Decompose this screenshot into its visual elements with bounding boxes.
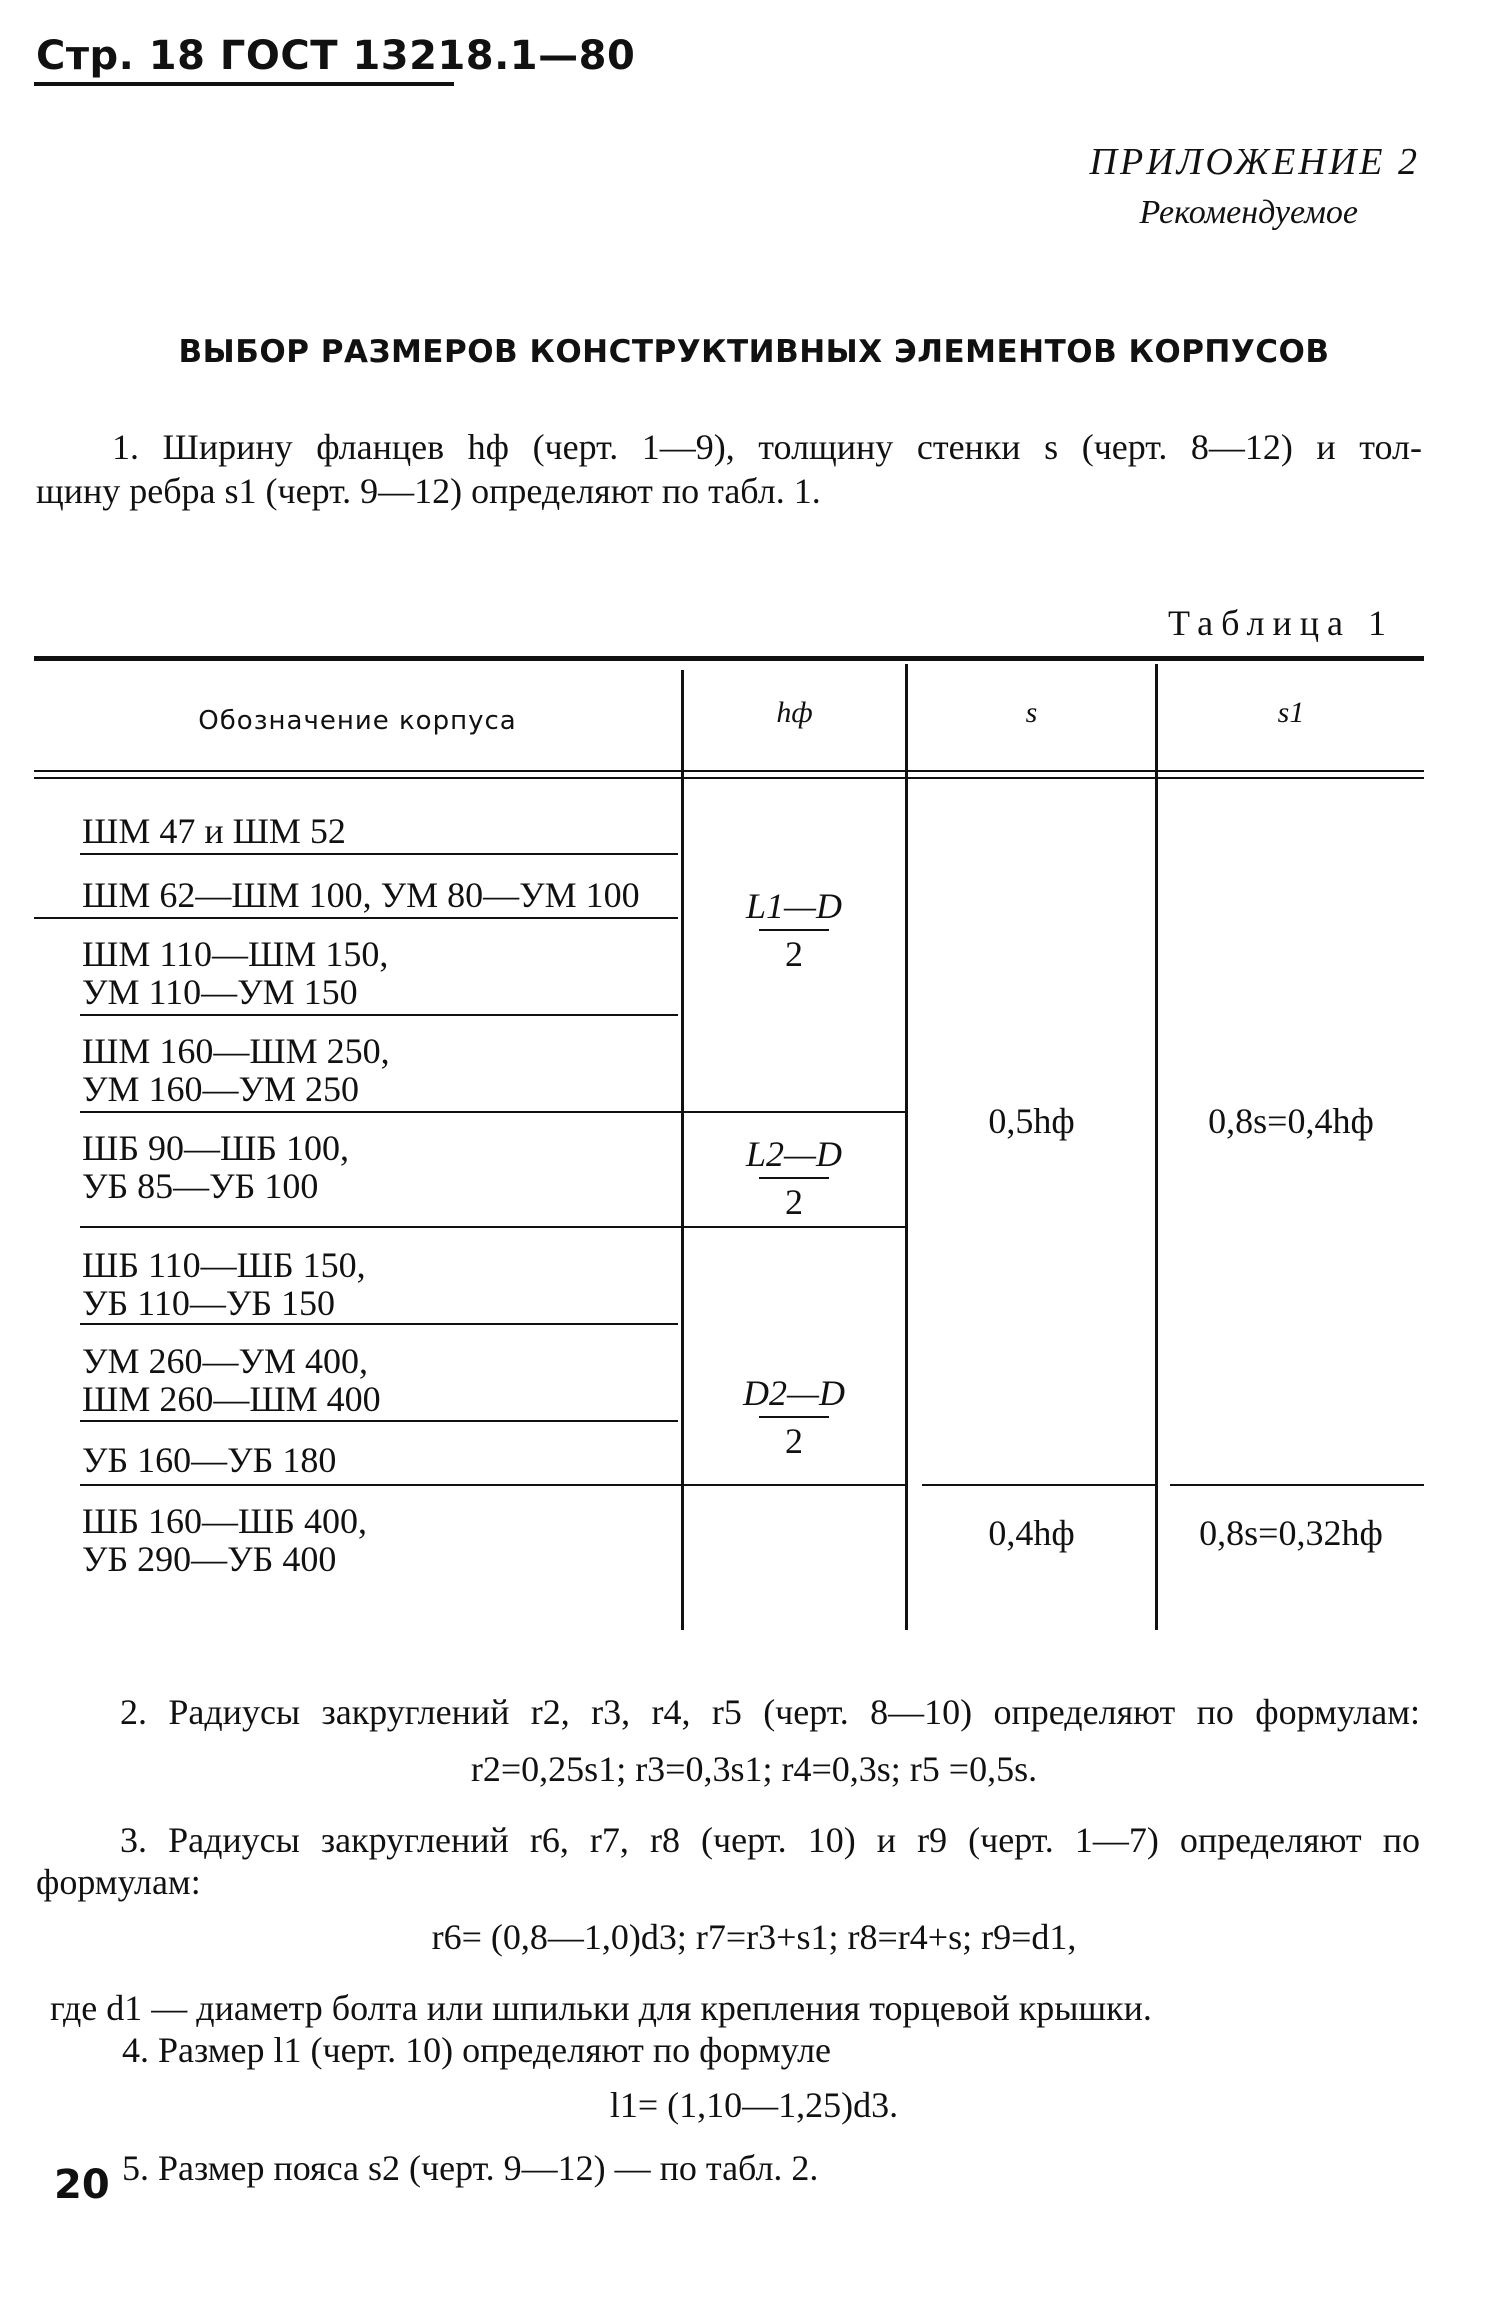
table-top-rule [34, 656, 1424, 661]
s1-value-last: 0,8s=0,32hф [1199, 1513, 1383, 1553]
table-row: ШБ 160—ШБ 400, УБ 290—УБ 400 [82, 1501, 367, 1579]
table-row: УМ 260—УМ 400, ШМ 260—ШМ 400 [82, 1341, 381, 1419]
hf-formula-l2: L2—D 2 [745, 1134, 843, 1222]
table-row: ШМ 160—ШМ 250, УМ 160—УМ 250 [82, 1031, 390, 1109]
paragraph-1-line-1: 1. Ширину фланцев hф (черт. 1—9), толщину стенки s (черт. 8—12) и тол- [112, 427, 1422, 467]
col-separator-3 [1155, 664, 1158, 1630]
header-hf: hф [776, 696, 813, 729]
paragraph-3-where: где d1 — диаметр болта или шпильки для крепления торцевой крышки. [50, 1988, 1152, 2028]
paragraph-5: 5. Размер пояса s2 (черт. 9—12) — по табл. 2. [122, 2148, 819, 2188]
appendix-title: ПРИЛОЖЕНИЕ 2 [1089, 141, 1420, 183]
paragraph-1-line-2: щину ребра s1 (черт. 9—12) определяют по табл. 1. [36, 471, 821, 511]
header-s: s [1025, 696, 1038, 729]
s-value-last: 0,4hф [988, 1513, 1075, 1553]
s-col-rule [922, 1484, 1155, 1486]
s1-value-main: 0,8s=0,4hф [1208, 1101, 1374, 1141]
row-rule [34, 917, 678, 919]
row-rule [80, 1484, 906, 1486]
s1-col-rule [1170, 1484, 1424, 1486]
table-row: ШМ 47 и ШМ 52 [82, 811, 346, 851]
table-caption: Таблица 1 [1168, 603, 1394, 643]
table-row: ШМ 110—ШМ 150, УМ 110—УМ 150 [82, 934, 389, 1012]
table-row: ШМ 62—ШМ 100, УМ 80—УМ 100 [82, 875, 640, 915]
header-designation: Обозначение корпуса [198, 706, 517, 736]
page-header: Стр. 18 ГОСТ 13218.1—80 [36, 33, 636, 79]
header-rule-1 [34, 770, 1424, 772]
formula-radii-r6-r9: r6= (0,8—1,0)d3; r7=r3+s1; r8=r4+s; r9=d1, [431, 1917, 1077, 1957]
formula-radii-r2-r5: r2=0,25s1; r3=0,3s1; r4=0,3s; r5 =0,5s. [470, 1749, 1038, 1789]
row-rule [80, 1111, 906, 1113]
paragraph-3-line-1: 3. Радиусы закруглений r6, r7, r8 (черт. 10) и r9 (черт. 1—7) определяют по [120, 1820, 1420, 1860]
col-separator-1 [681, 670, 684, 1630]
page-number: 20 [54, 2162, 110, 2208]
table-row: ШБ 90—ШБ 100, УБ 85—УБ 100 [82, 1128, 349, 1206]
header-rule [34, 82, 454, 86]
header-rule-2 [34, 777, 1424, 779]
row-rule [80, 1323, 678, 1325]
header-s1: s1 [1277, 696, 1305, 729]
row-rule [80, 853, 678, 855]
hf-formula-l1: L1—D 2 [745, 886, 843, 974]
row-rule [80, 1420, 678, 1422]
hf-formula-d2: D2—D 2 [742, 1373, 845, 1461]
row-rule [80, 1014, 678, 1016]
section-title: ВЫБОР РАЗМЕРОВ КОНСТРУКТИВНЫХ ЭЛЕМЕНТОВ КОРПУСОВ [178, 334, 1330, 370]
paragraph-2: 2. Радиусы закруглений r2, r3, r4, r5 (черт. 8—10) определяют по формулам: [120, 1692, 1420, 1732]
table-row: ШБ 110—ШБ 150, УБ 110—УБ 150 [82, 1245, 366, 1323]
table-row: УБ 160—УБ 180 [82, 1440, 337, 1480]
s-value-main: 0,5hф [988, 1101, 1075, 1141]
appendix-status: Рекомендуемое [1139, 194, 1358, 231]
row-rule [80, 1226, 906, 1228]
paragraph-3-line-2: формулам: [36, 1862, 201, 1902]
paragraph-4: 4. Размер l1 (черт. 10) определяют по формуле [122, 2030, 832, 2070]
formula-l1: l1= (1,10—1,25)d3. [609, 2085, 899, 2125]
